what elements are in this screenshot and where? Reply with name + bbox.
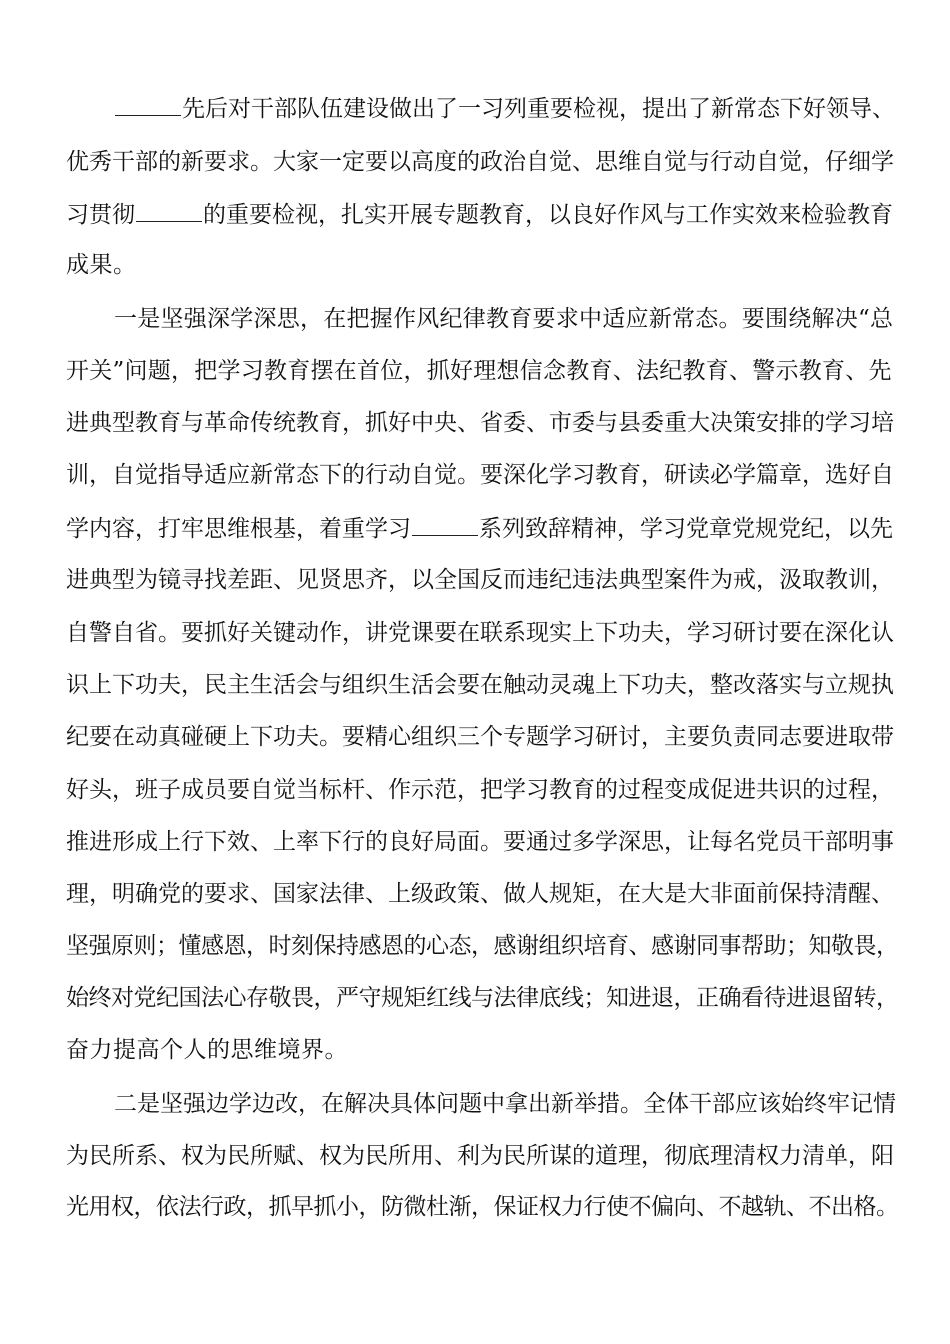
paragraph-2-line-4: 训，自觉指导适应新常态下的行动自觉。要深化学习教育，研读必学篇章，选好自 xyxy=(66,462,894,488)
text-run: 学内容，打牢思维根基，着重学习 xyxy=(66,516,411,542)
paragraph-2-line-10: 好头，班子成员要自觉当标杆、作示范，把学习教育的过程变成促进共识的过程， xyxy=(66,777,894,803)
paragraph-2-line-7: 自警自省。要抓好关键动作，讲党课要在联系现实上下功夫，学习研讨要在深化认 xyxy=(66,620,894,646)
paragraph-3-line-2: 为民所系、权为民所赋、权为民所用、利为民所谋的道理，彻底理清权力清单，阳 xyxy=(66,1143,894,1169)
paragraph-1-line-3 xyxy=(66,199,893,230)
paragraph-2-line-8: 识上下功夫，民主生活会与组织生活会要在触动灵魂上下功夫，整改落实与立规执 xyxy=(66,672,894,698)
text-run: 习贯彻 xyxy=(66,202,135,228)
fill-in-blank xyxy=(115,93,181,116)
paragraph-2-line-9: 纪要在动真碰硬上下功夫。要精心组织三个专题学习研讨，主要负责同志要进取带 xyxy=(66,724,894,750)
paragraph-2-line-12: 理，明确党的要求、国家法律、上级政策、做人规矩，在大是大非面前保持清醒、 xyxy=(66,881,894,907)
paragraph-2-line-5 xyxy=(66,513,893,544)
paragraph-2-line-15: 奋力提高个人的思维境界。 xyxy=(66,1037,348,1063)
paragraph-3-line-1: 二是坚强边学边改，在解决具体问题中拿出新举措。全体干部应该始终牢记情 xyxy=(114,1091,896,1117)
paragraph-2-line-6: 进典型为镜寻找差距、见贤思齐，以全国反而违纪违法典型案件为戒，汲取教训， xyxy=(66,567,894,593)
text-run: 的重要检视，扎实开展专题教育，以良好作风与工作实效来检验教育 xyxy=(203,202,893,228)
text-run: 先后对干部队伍建设做出了一习列重要检视，提出了新常态下好领导、 xyxy=(182,96,895,122)
paragraph-2-line-13: 坚强原则；懂感恩，时刻保持感恩的心态，感谢组织培育、感谢同事帮助；知敬畏， xyxy=(66,933,899,959)
text-run: 系列致辞精神，学习党章党规党纪，以先 xyxy=(479,516,893,542)
paragraph-1-line-1 xyxy=(114,93,895,124)
paragraph-2-line-2: 开关”问题，把学习教育摆在首位，抓好理想信念教育、法纪教育、警示教育、先 xyxy=(66,358,892,384)
paragraph-2-line-1: 一是坚强深学深思，在把握作风纪律教育要求中适应新常态。要围绕解决“总 xyxy=(114,306,894,332)
fill-in-blank xyxy=(136,199,202,222)
fill-in-blank xyxy=(412,513,478,536)
paragraph-1-line-2: 优秀干部的新要求。大家一定要以高度的政治自觉、思维自觉与行动自觉，仔细学 xyxy=(66,149,894,175)
paragraph-2-line-3: 进典型教育与革命传统教育，抓好中央、省委、市委与县委重大决策安排的学习培 xyxy=(66,410,894,436)
paragraph-2-line-11: 推进形成上行下效、上率下行的良好局面。要通过多学深思，让每名党员干部明事 xyxy=(66,829,894,855)
paragraph-2-line-14: 始终对党纪国法心存敬畏，严守规矩红线与法律底线；知进退，正确看待进退留转， xyxy=(66,985,899,1011)
paragraph-3-line-3: 光用权，依法行政，抓早抓小，防微杜渐，保证权力行使不偏向、不越轨、不出格。 xyxy=(66,1194,899,1220)
paragraph-1-line-4: 成果。 xyxy=(66,252,137,278)
